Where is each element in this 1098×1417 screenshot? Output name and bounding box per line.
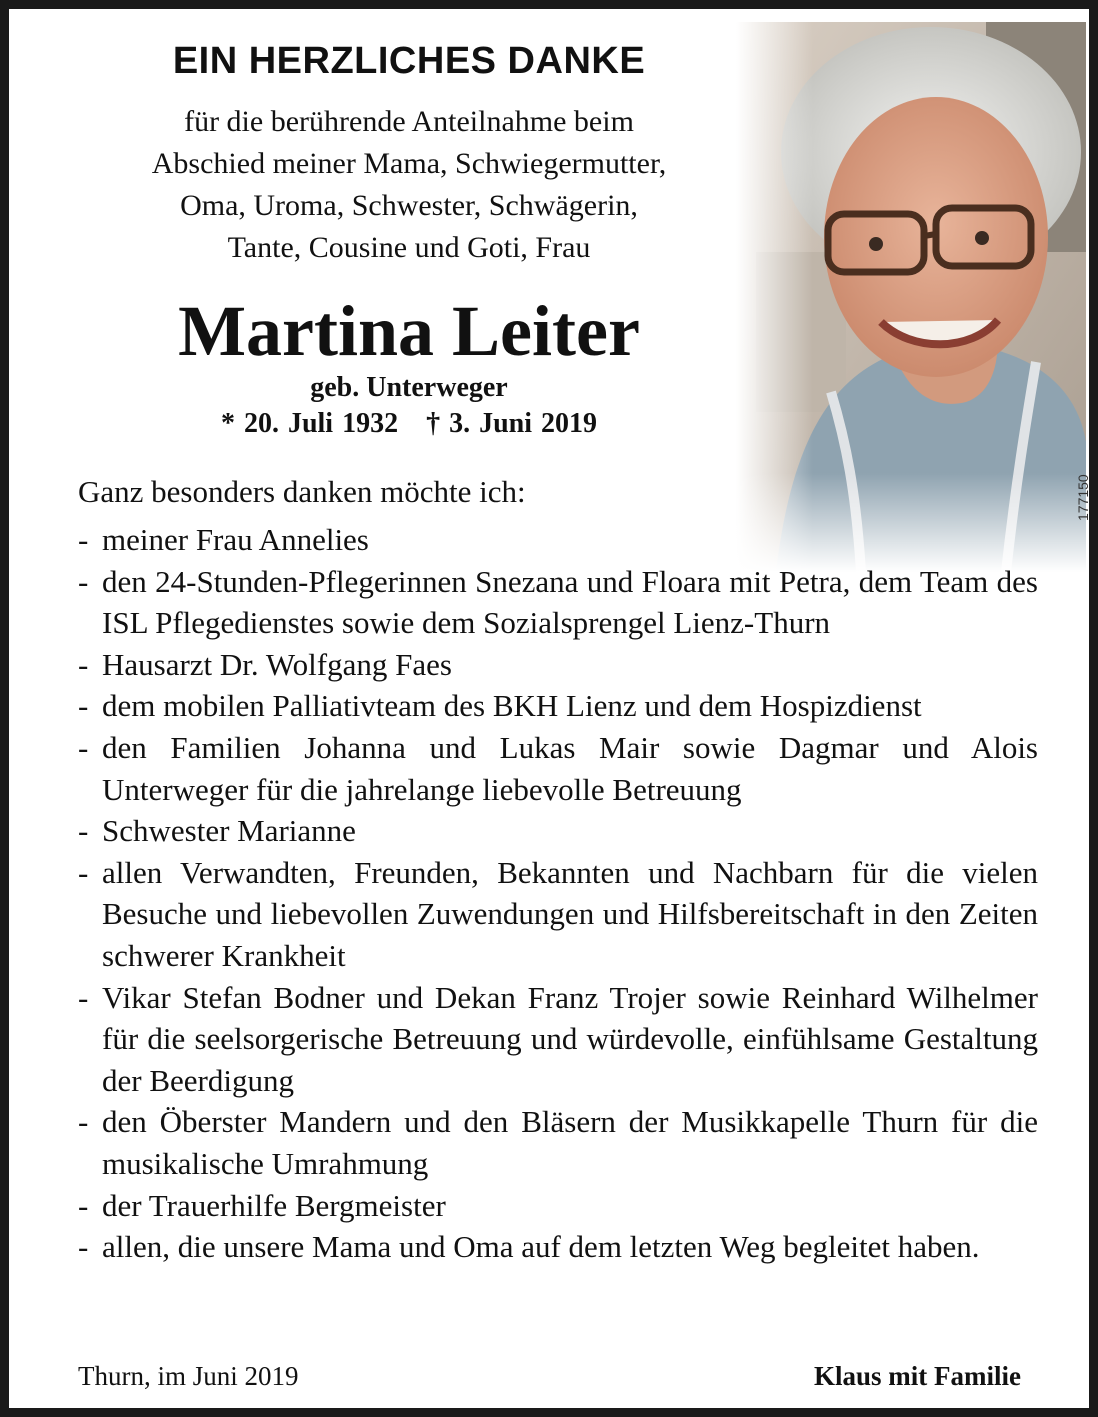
- intro-line: Tante, Cousine und Goti, Frau: [227, 231, 591, 264]
- list-dash: -: [78, 729, 89, 765]
- place-date: Thurn, im Juni 2019: [78, 1361, 299, 1391]
- photo-code: 177150: [1075, 474, 1091, 521]
- list-dash: -: [78, 813, 89, 849]
- list-dash: -: [78, 688, 89, 724]
- list-dash: -: [78, 522, 89, 557]
- list-dash: -: [78, 563, 89, 599]
- heading: EIN HERZLICHES DANKE: [172, 40, 646, 82]
- list-item: - Vikar Stefan Bodner und Dekan Franz Trojer sowie Reinhard Wilhelmer für die seelsorgerische Betreuung und würdevolle, einfühlsame Gestaltung der Beerdigung: [78, 977, 1038, 1102]
- list-item: - der Trauerhilfe Bergmeister: [78, 1185, 1038, 1227]
- list-dash: -: [78, 979, 89, 1015]
- list-item: - meiner Frau Annelies: [78, 519, 1038, 561]
- list-item: - den Familien Johanna und Lukas Mair sowie Dagmar und Alois Unterweger für die jahrelange liebevolle Betreuung: [78, 727, 1038, 810]
- list-dash: -: [78, 646, 89, 682]
- list-item: - Hausarzt Dr. Wolfgang Faes: [78, 644, 1038, 686]
- death-date: † 3. Juni 2019: [426, 408, 598, 439]
- life-dates: [9, 406, 809, 442]
- birth-date: * 20. Juli 1932: [220, 408, 399, 439]
- intro-line: Oma, Uroma, Schwester, Schwägerin,: [180, 189, 638, 222]
- list-item: - allen, die unsere Mama und Oma auf dem letzten Weg begleitet haben.: [78, 1226, 1038, 1268]
- signature: Klaus mit Familie: [814, 1361, 1021, 1391]
- intro-line: Abschied meiner Mama, Schwiegermutter,: [151, 147, 667, 180]
- intro-line: für die berührende Anteilnahme beim: [184, 105, 634, 138]
- list-item: - allen Verwandten, Freunden, Bekannten und Nachbarn für die vielen Besuche und liebevollen Zuwendungen und Hilfsbereitschaft in den Zeiten schwerer Krankheit: [78, 852, 1038, 977]
- list-dash: -: [78, 1229, 89, 1265]
- list-dash: -: [78, 1187, 89, 1223]
- list-item: - dem mobilen Palliativteam des BKH Lienz und dem Hospizdienst: [78, 685, 1038, 727]
- list-dash: -: [78, 854, 89, 890]
- thanks-list: [78, 519, 1038, 1268]
- list-item: - den Öberster Mandern und den Bläsern der Musikkapelle Thurn für die musikalische Umrahmung: [78, 1101, 1038, 1184]
- portrait-image: [736, 22, 1086, 572]
- list-item: - den 24-Stunden-Pflegerinnen Snezana und Floara mit Petra, dem Team des ISL Pflegedienstes sowie dem Sozialsprengel Lienz-Thurn: [78, 561, 1038, 644]
- deceased-name: Martina Leiter: [178, 291, 640, 371]
- maiden-name: geb. Unterweger: [310, 372, 508, 403]
- intro-text: [9, 101, 809, 269]
- list-dash: -: [78, 1104, 89, 1140]
- lead-text: Ganz besonders danken möchte ich:: [78, 474, 526, 509]
- portrait-photo: [736, 22, 1086, 572]
- list-item: - Schwester Marianne: [78, 810, 1038, 852]
